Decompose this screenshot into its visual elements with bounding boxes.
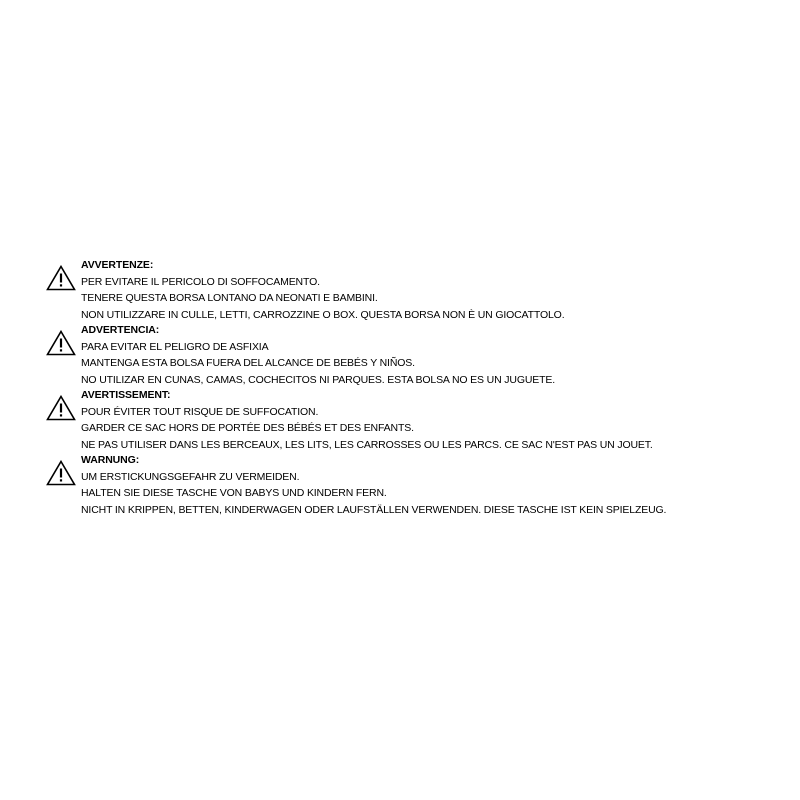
warning-line: PARA EVITAR EL PELIGRO DE ASFIXIA	[81, 340, 269, 353]
warning-triangle-icon	[46, 265, 76, 291]
warning-line: UM ERSTICKUNGSGEFAHR ZU VERMEIDEN.	[81, 470, 300, 483]
warning-heading: AVERTISSEMENT:	[81, 389, 171, 401]
warning-line: HALTEN SIE DIESE TASCHE VON BABYS UND KINDERN FERN.	[81, 487, 387, 499]
warning-line: GARDER CE SAC HORS DE PORTÉE DES BÉBÉS ET DES ENFANTS.	[81, 422, 414, 434]
warning-block-spanish	[46, 323, 786, 388]
warning-line: POUR ÉVITER TOUT RISQUE DE SUFFOCATION.	[81, 405, 319, 418]
warning-line: MANTENGA ESTA BOLSA FUERA DEL ALCANCE DE BEBÉS Y NIÑOS.	[81, 357, 415, 369]
warning-block-french	[46, 388, 786, 453]
warning-heading: AVVERTENZE:	[81, 259, 154, 271]
warning-block-german	[46, 453, 786, 518]
warning-heading: WARNUNG:	[81, 454, 140, 466]
warning-block-italian	[46, 258, 786, 323]
warning-line: NE PAS UTILISER DANS LES BERCEAUX, LES LITS, LES CARROSSES OU LES PARCS. CE SAC N'EST PAS UN JOUET.	[81, 438, 653, 451]
warning-line: PER EVITARE IL PERICOLO DI SOFFOCAMENTO.	[81, 275, 320, 288]
warnings-list	[46, 258, 786, 518]
warning-triangle-icon	[46, 330, 76, 356]
warning-triangle-icon	[46, 460, 76, 486]
warning-heading: ADVERTENCIA:	[81, 324, 160, 336]
warning-triangle-icon	[46, 395, 76, 421]
warning-line: NON UTILIZZARE IN CULLE, LETTI, CARROZZINE O BOX. QUESTA BORSA NON È UN GIOCATTOLO.	[81, 308, 565, 321]
warning-line: TENERE QUESTA BORSA LONTANO DA NEONATI E BAMBINI.	[81, 292, 378, 304]
warning-line: NICHT IN KRIPPEN, BETTEN, KINDERWAGEN ODER LAUFSTÄLLEN VERWENDEN. DIESE TASCHE IST KEIN SPIELZEUG.	[81, 503, 667, 516]
warning-line: NO UTILIZAR EN CUNAS, CAMAS, COCHECITOS NI PARQUES. ESTA BOLSA NO ES UN JUGUETE.	[81, 373, 556, 386]
